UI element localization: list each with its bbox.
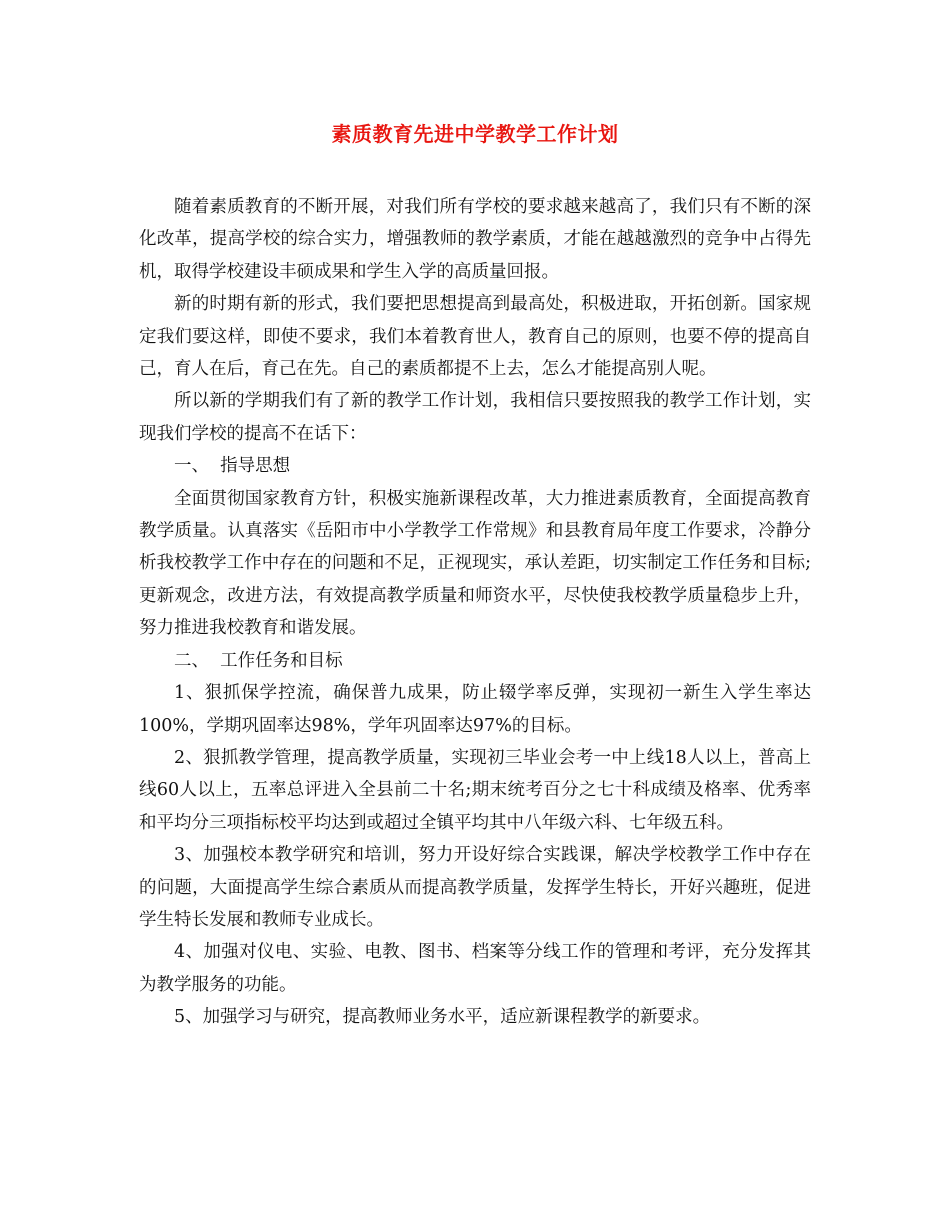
list-item-task-3: 3、加强校本教学研究和培训，努力开设好综合实践课，解决学校教学工作中存在的问题，大面提高学生综合素质从而提高教学质量，发挥学生特长，开好兴趣班，促进学生特长发展和教师专业成长。	[139, 845, 811, 930]
document-title: 素质教育先进中学教学工作计划	[331, 122, 619, 146]
list-item-task-1: 1、狠抓保学控流，确保普九成果，防止辍学率反弹，实现初一新生入学生率达100%，学期巩固率达98%，学年巩固率达97%的目标。	[139, 683, 811, 736]
paragraph-new-era: 新的时期有新的形式，我们要把思想提高到最高处，积极进取，开拓创新。国家规定我们要这样，即使不要求，我们本着教育世人，教育自己的原则，也要不停的提高自己，育人在后，育己在先。自己的素质都提不上去，怎么才能提高别人呢。	[139, 294, 811, 380]
section-heading-guiding-thought: 一、 指导思想	[174, 456, 291, 477]
paragraph-guiding-thought: 全面贯彻国家教育方针，积极实施新课程改革，大力推进素质教育，全面提高教育教学质量。认真落实《岳阳市中小学教学工作常规》和县教育局年度工作要求，冷静分析我校教学工作中存在的问题和不足，正视现实，承认差距，切实制定工作任务和目标;更新观念，改进方法，有效提高教学质量和师资水平，尽快使我校教学质量稳步上升，努力推进我校教育和谐发展。	[139, 488, 811, 639]
list-item-task-2: 2、狠抓教学管理，提高教学质量，实现初三毕业会考一中上线18人以上，普高上线60人以上，五率总评进入全县前二十名;期末统考百分之七十科成绩及格率、优秀率和平均分三项指标校平均达到或超过全镇平均其中八年级六科、七年级五科。	[139, 747, 811, 833]
list-item-task-4: 4、加强对仪电、实验、电教、图书、档案等分线工作的管理和考评，充分发挥其为教学服务的功能。	[139, 942, 811, 995]
list-item-task-5: 5、加强学习与研究，提高教师业务水平，适应新课程教学的新要求。	[174, 1007, 711, 1028]
paragraph-new-plan: 所以新的学期我们有了新的教学工作计划，我相信只要按照我的教学工作计划，实现我们学校的提高不在话下：	[139, 391, 811, 444]
paragraph-intro: 随着素质教育的不断开展，对我们所有学校的要求越来越高了，我们只有不断的深化改革，提高学校的综合实力，增强教师的教学素质，才能在越越激烈的竞争中占得先机，取得学校建设丰硕成果和学生入学的高质量回报。	[139, 197, 811, 282]
document-body	[139, 191, 811, 1034]
section-heading-tasks-goals: 二、 工作任务和目标	[174, 650, 343, 671]
